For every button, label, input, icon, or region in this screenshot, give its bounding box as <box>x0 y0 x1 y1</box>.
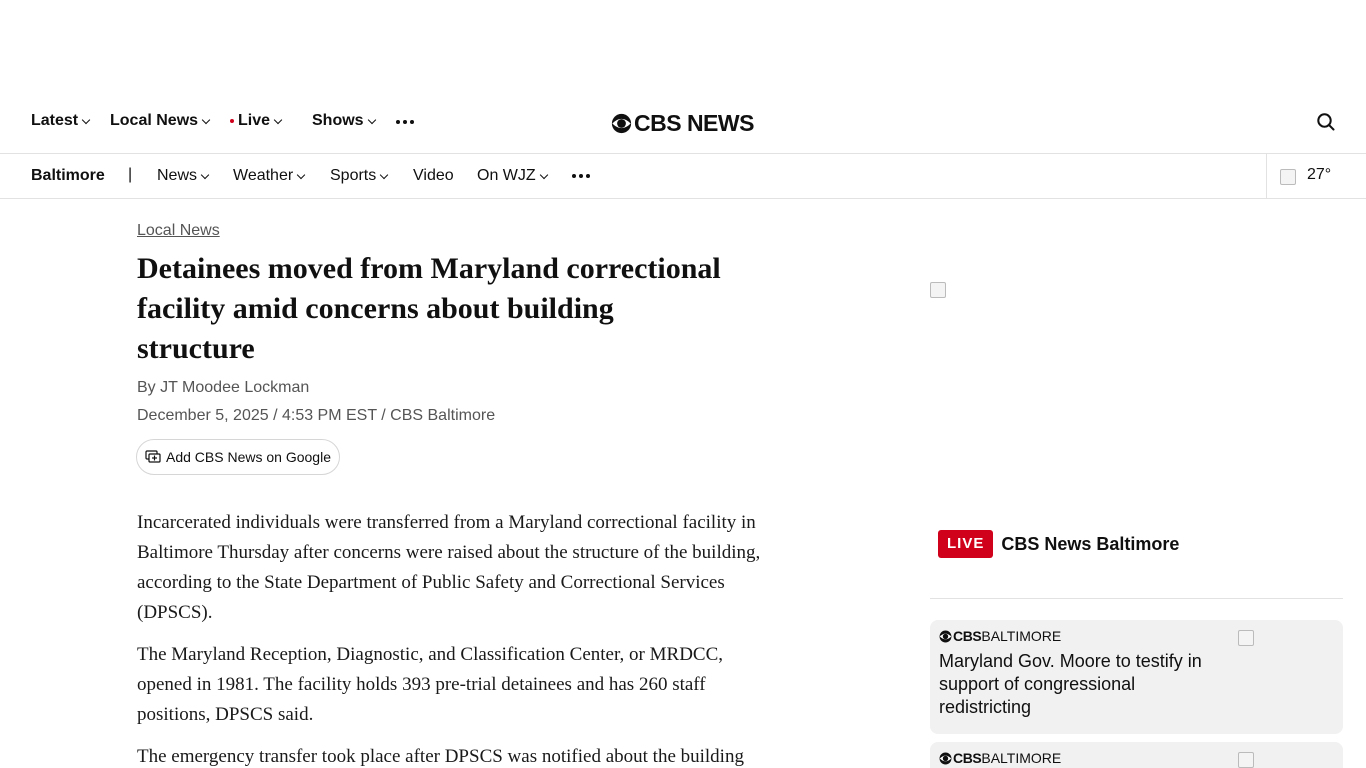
chevron-down-icon <box>274 115 282 123</box>
card-brand <box>939 628 1061 644</box>
subnav-weather[interactable] <box>233 167 304 185</box>
add-cbs-on-google-button[interactable] <box>136 439 340 475</box>
nav-latest-label: Latest <box>31 112 79 129</box>
nav-live-label: Live <box>238 112 271 129</box>
live-dot-icon <box>230 119 234 123</box>
card-brand <box>939 750 1061 766</box>
cbs-eye-icon <box>939 752 952 765</box>
subnav-weather-label: Weather <box>233 167 294 184</box>
card-brand-rest: BALTIMORE <box>981 750 1062 766</box>
ad-image <box>930 282 946 298</box>
rail-divider <box>930 598 1343 599</box>
subnav-news-label: News <box>157 167 198 184</box>
chevron-down-icon <box>202 115 210 123</box>
google-icon <box>145 450 161 464</box>
card-title: Maryland Gov. Moore to testify in support of congressional redistricting <box>939 651 1202 717</box>
article-headline: Detainees moved from Maryland correctional facility amid concerns about building structure <box>137 252 721 365</box>
logo-text: CBS NEWS <box>634 110 754 136</box>
article-paragraph: The Maryland Reception, Diagnostic, and Classification Center, or MRDCC, opened in 1981. The facility holds 393 pre-trial detainees and has 260 staff positions, DPSCS said. <box>137 644 724 725</box>
article-body <box>137 508 777 768</box>
nav-shows-label: Shows <box>312 112 364 129</box>
article-category-link[interactable]: Local News <box>137 222 220 239</box>
nav-local-news[interactable] <box>110 112 209 130</box>
weather-widget[interactable] <box>1266 154 1366 198</box>
article-byline: By JT Moodee Lockman <box>137 379 310 396</box>
chevron-down-icon <box>297 170 305 178</box>
chevron-down-icon <box>539 170 547 178</box>
article-paragraph: Incarcerated individuals were transferred from a Maryland correctional facility in Baltimore Thursday after concerns were raised about the structure of the building, according to the State Department of Public Safety and Correctional Services (DPSCS). <box>137 512 761 623</box>
search-icon[interactable] <box>1316 112 1336 137</box>
cbs-eye-icon <box>611 113 632 134</box>
card-thumbnail <box>1238 752 1254 768</box>
card-thumbnail <box>1238 630 1254 646</box>
subnav-news[interactable] <box>157 167 208 185</box>
subnav-baltimore[interactable]: Baltimore <box>31 167 105 184</box>
more-dots-icon[interactable] <box>572 174 590 178</box>
live-badge: LIVE <box>938 530 993 558</box>
chevron-down-icon <box>367 115 375 123</box>
related-story-card[interactable] <box>930 742 1343 768</box>
related-story-card[interactable] <box>930 620 1343 734</box>
nav-local-news-label: Local News <box>110 112 199 129</box>
subnav-sports-label: Sports <box>330 167 377 184</box>
subnav-on-wjz-label: On WJZ <box>477 167 536 184</box>
card-brand-rest: BALTIMORE <box>981 628 1062 644</box>
cbs-eye-icon <box>939 630 952 643</box>
nav-shows[interactable] <box>312 112 375 130</box>
subnav-sports[interactable] <box>330 167 387 185</box>
live-stream-title: CBS News Baltimore <box>1001 533 1180 554</box>
more-dots-icon[interactable] <box>396 120 414 124</box>
google-button-label: Add CBS News on Google <box>166 449 331 465</box>
nav-live[interactable] <box>230 112 281 130</box>
top-navigation <box>0 100 1366 144</box>
cbs-news-logo[interactable] <box>611 110 754 137</box>
local-navigation <box>0 153 1366 199</box>
chevron-down-icon <box>380 170 388 178</box>
weather-icon <box>1280 169 1296 185</box>
article-paragraph: The emergency transfer took place after DPSCS was notified about the building <box>137 746 744 767</box>
chevron-down-icon <box>201 170 209 178</box>
temperature: 27° <box>1307 166 1332 183</box>
subnav-video[interactable]: Video <box>413 167 454 184</box>
chevron-down-icon <box>82 115 90 123</box>
card-brand-bold: CBS <box>953 628 982 644</box>
subnav-separator: | <box>128 166 133 183</box>
card-brand-bold: CBS <box>953 750 982 766</box>
subnav-on-wjz[interactable] <box>477 167 547 185</box>
nav-latest[interactable] <box>31 112 89 130</box>
live-stream-header[interactable] <box>938 530 1179 558</box>
article-dateline: December 5, 2025 / 4:53 PM EST / CBS Baltimore <box>137 407 496 424</box>
